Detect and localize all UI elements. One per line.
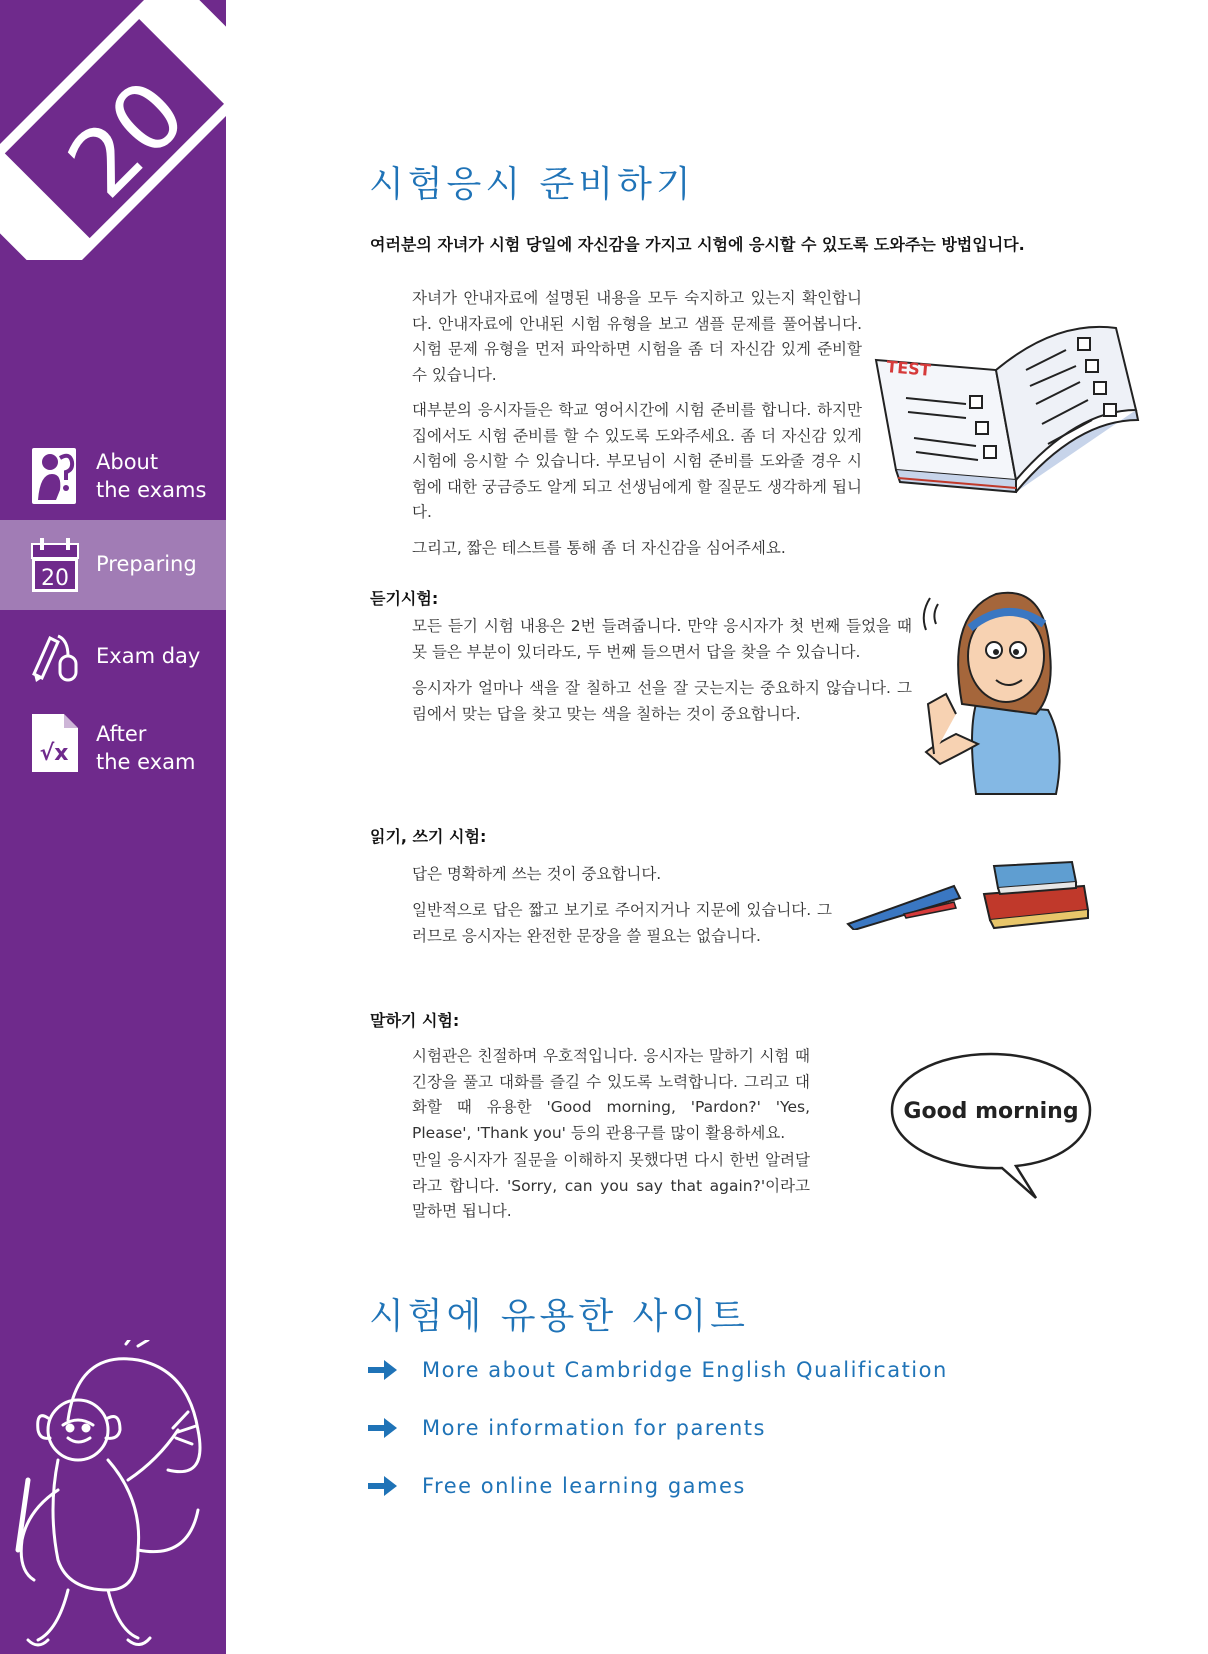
document-icon-mark: √x <box>39 741 69 766</box>
listening-paragraph-2: 응시자가 얼마나 색을 잘 칠하고 선을 잘 긋는지는 중요하지 않습니다. 그림에서 맞는 답을 찾고 맞는 색을 칠하는 것이 중요합니다. <box>412 679 912 723</box>
arrow-right-icon <box>368 1475 398 1497</box>
arrow-right-icon <box>368 1417 398 1439</box>
sites-title: 시험에 유용한 사이트 <box>369 1296 749 1337</box>
checkmark-document-icon <box>30 712 80 774</box>
listening-girl-illustration <box>916 584 1066 799</box>
pencil-mouse-icon <box>30 626 80 688</box>
arrow-right-icon <box>368 1359 398 1381</box>
listening-paragraph-1: 모든 듣기 시험 내용은 2번 들려줍니다. 만약 응시자가 첫 번째 들었을 때 못 들은 부분이 있더라도, 두 번째 들으면서 답을 찾을 수 있습니다. <box>412 617 912 661</box>
prep-paragraph-2: 대부분의 응시자들은 학교 영어시간에 시험 준비를 합니다. 하지만 집에서도 시험 준비를 할 수 있도록 도와주세요. 좀 더 자신감 있게 시험에 응시할 수 있습니다. 부모님이 시험 준비를 도와줄 경우 시험에 대한 궁금증도 알게 되고 선생님에게 할 질문도 생각하게 됩니다. <box>412 401 862 521</box>
calendar-icon-number: 20 <box>41 566 69 591</box>
page-number-badge <box>0 0 226 260</box>
reading-writing-paragraph-2: 일반적으로 답은 짧고 보기로 주어지거나 지문에 있습니다. 그러므로 응시자는 완전한 문장을 쓸 필요는 없습니다. <box>412 901 832 945</box>
speaking-heading: 말하기 시험: <box>370 1011 460 1030</box>
test-book-illustration <box>866 320 1142 495</box>
nav-item-exam-day[interactable] <box>0 622 226 692</box>
speech-bubble <box>886 1048 1096 1203</box>
link-learning-games[interactable] <box>368 1474 746 1498</box>
sidebar <box>0 0 226 1654</box>
nav-label-about-exams: About the exams <box>96 450 207 502</box>
listening-heading: 듣기시험: <box>370 589 439 608</box>
page-title: 시험응시 준비하기 <box>369 164 695 205</box>
prep-paragraph-3: 그리고, 짧은 테스트를 통해 좀 더 자신감을 심어주세요. <box>412 539 786 557</box>
link-cambridge-qualification[interactable] <box>368 1358 948 1382</box>
calendar-20-icon <box>30 536 80 598</box>
books-pen-illustration <box>844 856 1090 930</box>
speaking-paragraph-1: 시험관은 친절하며 우호적입니다. 응시자는 말하기 시험 때 긴장을 풀고 대화를 즐길 수 있도록 노력합니다. 그리고 대화할 때 유용한 'Good morning, 'Pardon?' 'Yes, Please', 'Thank you' 등의 관용구를 많이 활용하세요. <box>412 1047 810 1142</box>
test-book-label: TEST <box>885 357 932 380</box>
main-content <box>226 0 1208 1654</box>
nav-item-about-exams[interactable] <box>0 436 226 516</box>
badge-number: 20 <box>47 59 207 219</box>
speaking-paragraph-2: 만일 응시자가 질문을 이해하지 못했다면 다시 한번 알려달라고 합니다. 'Sorry, can you say that again?'이라고 말하면 됩니다. <box>412 1151 810 1220</box>
prep-paragraph-1: 자녀가 안내자료에 설명된 내용을 모두 숙지하고 있는지 확인합니다. 안내자료에 안내된 시험 유형을 보고 샘플 문제를 풀어봅니다. 시험 문제 유형을 먼저 파악하면 시험을 좀 더 자신감 있게 준비할 수 있습니다. <box>412 289 862 384</box>
monkey-icon <box>8 1340 218 1650</box>
nav-label-after-exam: After the exam <box>96 722 196 774</box>
link-parents-info[interactable] <box>368 1416 766 1440</box>
nav-label-preparing: Preparing <box>96 552 197 576</box>
intro-text: 여러분의 자녀가 시험 당일에 자신감을 가지고 시험에 응시할 수 있도록 도와주는 방법입니다. <box>370 235 1025 254</box>
reading-writing-paragraph-1: 답은 명확하게 쓰는 것이 중요합니다. <box>412 865 662 883</box>
reading-writing-heading: 읽기, 쓰기 시험: <box>370 827 487 846</box>
link-text[interactable]: More information for parents <box>422 1416 766 1440</box>
question-person-icon <box>30 444 80 506</box>
nav-label-exam-day: Exam day <box>96 644 201 668</box>
nav-item-preparing[interactable] <box>0 520 226 610</box>
link-text[interactable]: Free online learning games <box>422 1474 746 1498</box>
speech-bubble-text: Good morning <box>903 1099 1079 1124</box>
link-text[interactable]: More about Cambridge English Qualification <box>422 1358 948 1382</box>
nav-item-after-exam[interactable] <box>0 710 226 790</box>
